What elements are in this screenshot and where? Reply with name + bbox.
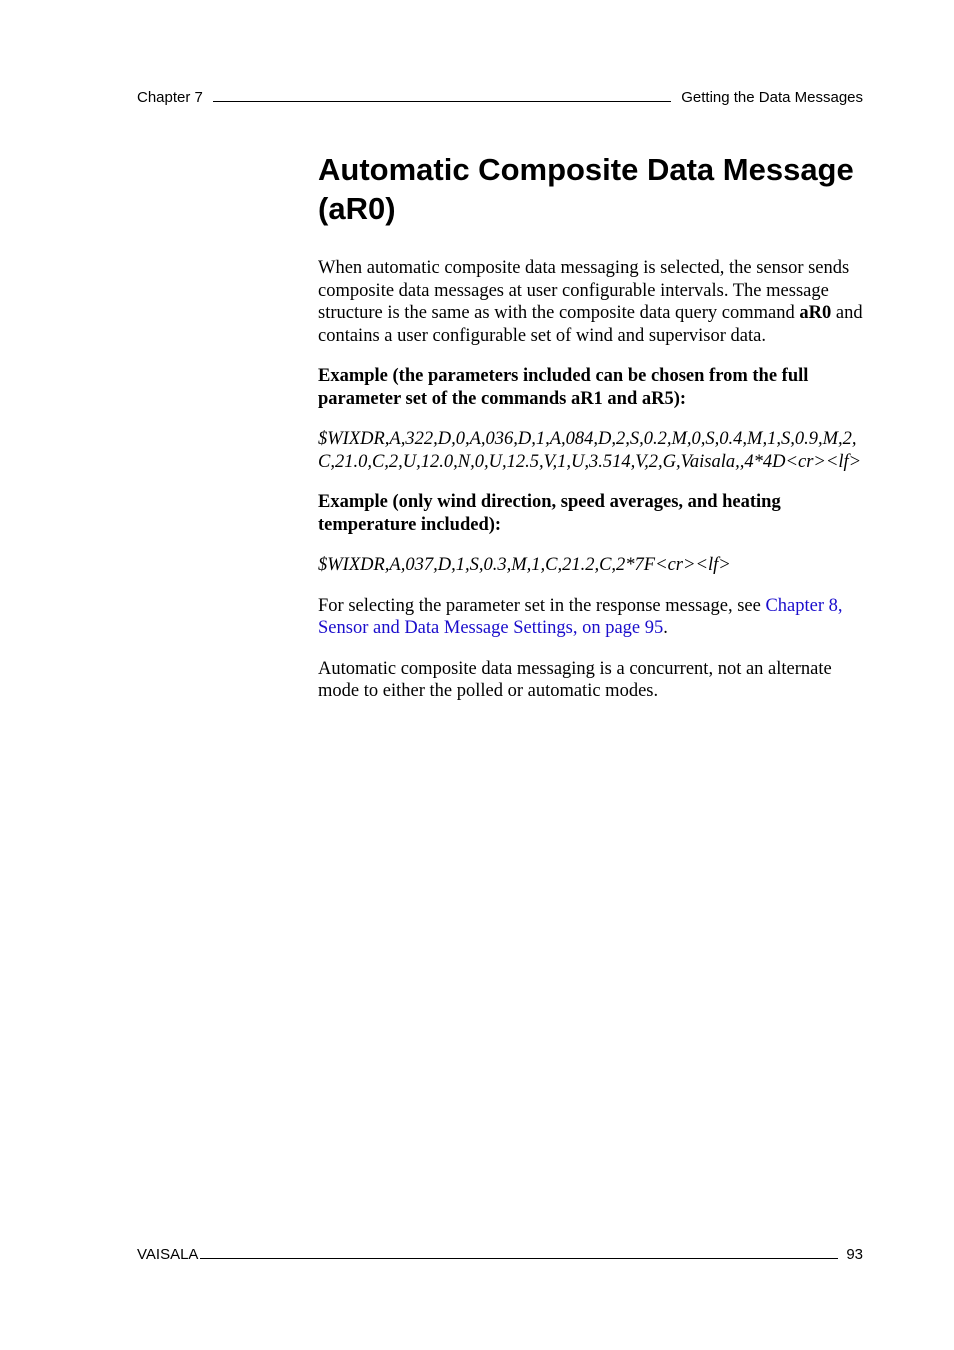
reference-text: For selecting the parameter set in the response message, see [318,595,766,616]
main-content [318,150,866,721]
header-section: Getting the Data Messages [681,89,863,106]
chapter8-link[interactable]: Chapter 8, Sensor and Data Message Settings, on page 95 [318,595,843,638]
footer-brand: VAISALA [137,1246,199,1263]
intro-text: When automatic composite data messaging is selected, the sensor sends composite data messages at user configurable intervals. The message structure is the same as with the composite data query command [318,258,850,323]
example2-code: $WIXDR,A,037,D,1,S,0.3,M,1,C,21.2,C,2*7F<cr><lf> [318,555,731,575]
reference-end: . [663,618,668,638]
header-rule [213,101,671,102]
reference-paragraph [318,595,866,640]
header-chapter: Chapter 7 [137,89,203,106]
intro-paragraph [318,257,866,347]
intro-text-end: and contains a user configurable set of wind and supervisor data. [318,303,863,346]
example1-code: $WIXDR,A,322,D,0,A,036,D,1,A,084,D,2,S,0.2,M,0,S,0.4,M,1,S,0.9,M,2,C,21.0,C,2,U,12.0,N,0,U,12.5,V,1,U,3.514,V,2,G,Vaisala,,4*4D<cr><lf> [318,429,862,472]
section-title: Automatic Composite Data Message (aR0) [318,152,854,226]
example1-heading: Example (the parameters included can be chosen from the full parameter set of the commands aR1 and aR5): [318,366,809,409]
page-number: 93 [846,1246,863,1263]
command-name: aR0 [799,303,832,323]
closing-paragraph: Automatic composite data messaging is a concurrent, not an alternate mode to either the polled or automatic modes. [318,658,832,701]
example2-heading: Example (only wind direction, speed averages, and heating temperature included): [318,492,781,535]
page-header [137,86,863,106]
footer-rule [200,1258,838,1259]
page-footer [137,1243,863,1263]
